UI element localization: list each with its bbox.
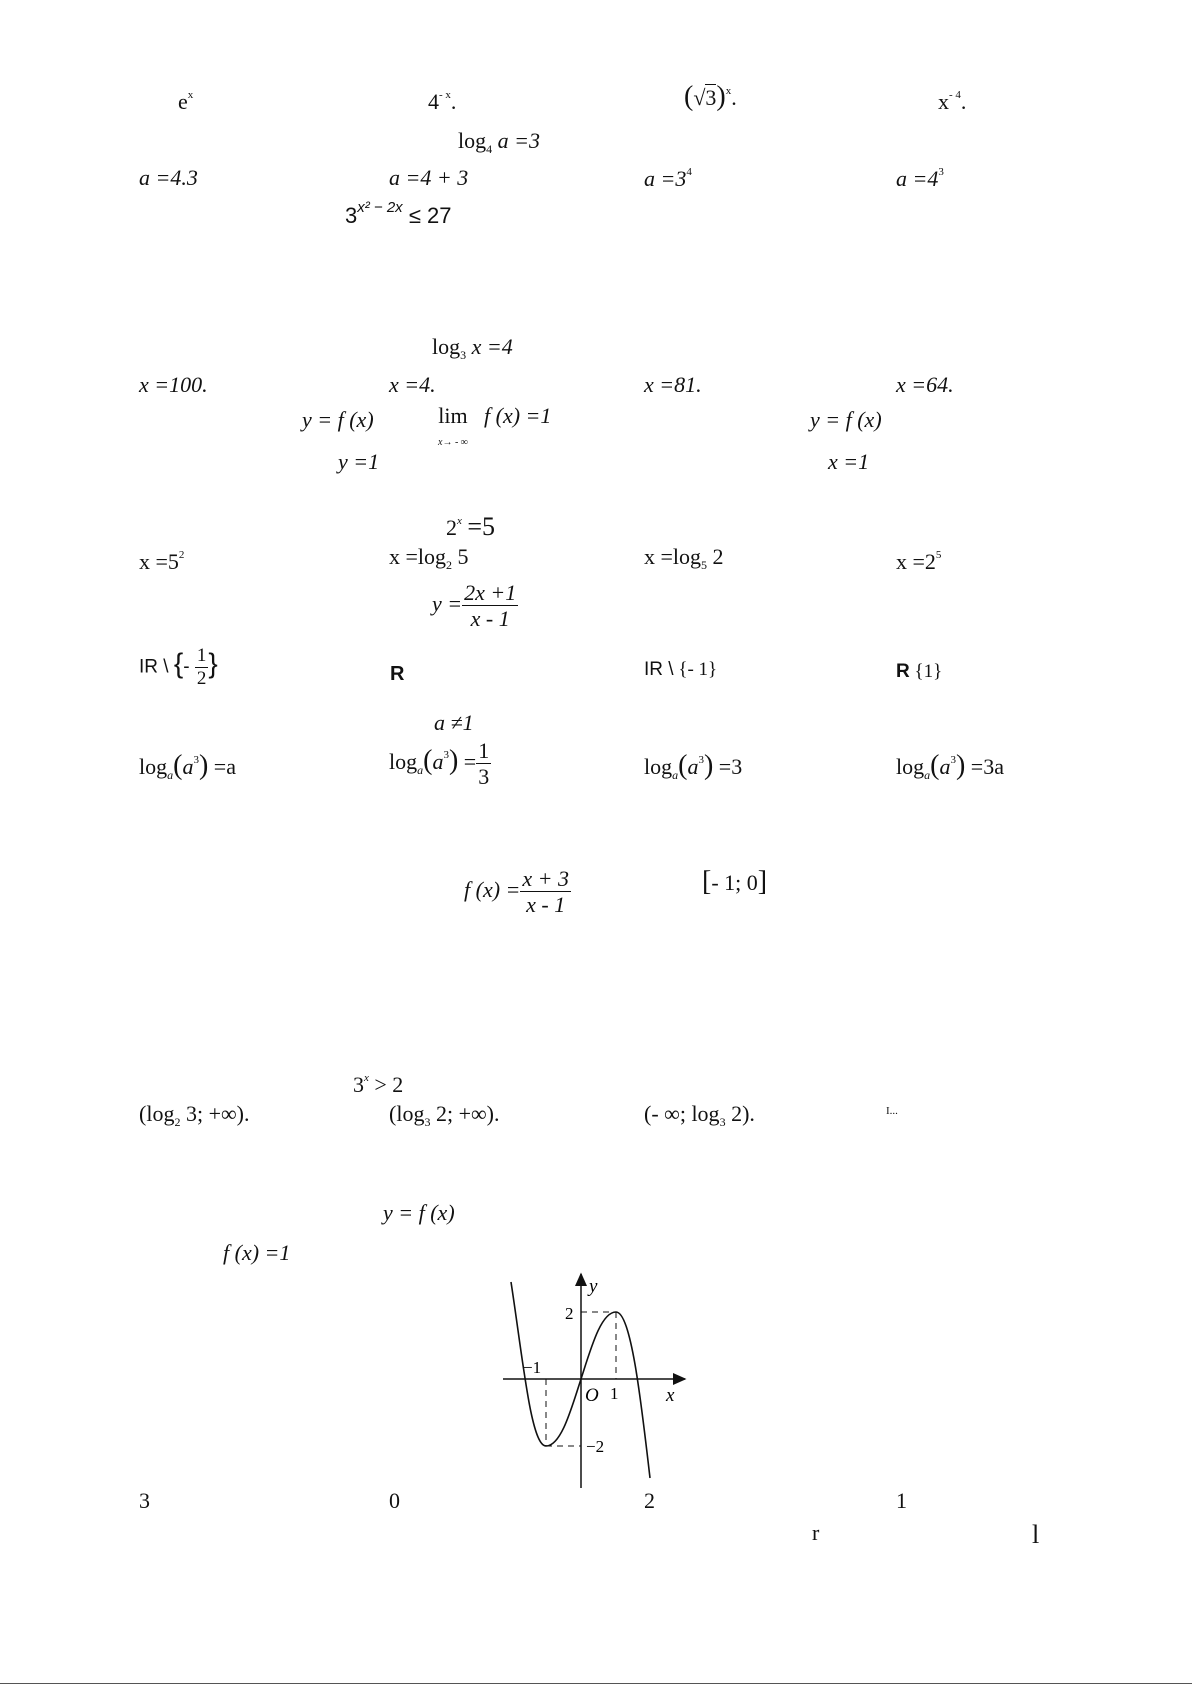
q5-function: y = f (x)	[302, 407, 374, 432]
q5-asymptote-y: y =1	[338, 449, 380, 474]
q11-option-d: 1	[896, 1488, 907, 1513]
q4-option-d: x =64.	[896, 372, 954, 397]
q9-function: f (x) = $\frac{x + 3}{x - 1}$	[464, 866, 569, 918]
q4-option-b: x =4.	[389, 372, 436, 397]
q1-option-b: $4^{- x}$.	[428, 89, 457, 114]
q1-option-a: $e^x$	[178, 89, 194, 114]
q7-function: y = $\frac{2x +1}{x - 1}$	[432, 580, 517, 632]
q11-equation: f (x) =1	[223, 1240, 291, 1265]
q4-option-a: x =100.	[139, 372, 208, 397]
q1-option-c: $(√3)^x$.	[684, 81, 737, 112]
q8-option-b: $\log_a(a^3)$ = $\frac{1}{3}$	[389, 738, 490, 790]
q4-option-c: x =81.	[644, 372, 702, 397]
q8-option-d: $\log_a(a^3) =3a$	[896, 750, 1004, 782]
tick-label-2: 2	[565, 1304, 574, 1323]
page-bottom-rule	[0, 1683, 1192, 1684]
tick-label-neg2: −2	[586, 1437, 605, 1456]
q6-stem: 2$^x$ =5	[446, 512, 496, 541]
q7-option-d: R {1}	[896, 661, 943, 682]
q10-option-b: ($\log_3$ 2; +∞).	[389, 1101, 500, 1129]
q7-option-a: IR \ {- $\frac{1}{2}$ }	[139, 645, 218, 689]
q11-option-b: 0	[389, 1488, 400, 1513]
q8-stem: a ≠1	[434, 710, 474, 735]
q6-option-b: $x =\log_2$ 5	[389, 544, 469, 572]
tick-label-neg1: −1	[523, 1358, 542, 1377]
q1-option-d: $x^{- 4}$.	[938, 89, 967, 114]
q10-option-d: I...	[886, 1105, 898, 1117]
footer-mark-r: r	[812, 1520, 820, 1545]
q5-asymptote-x: x =1	[828, 449, 870, 474]
tick-label-1: 1	[610, 1384, 619, 1403]
q5-function-2: y = f (x)	[810, 407, 882, 432]
q2-stem: $\log_4 a =3$	[458, 128, 540, 156]
origin-label: O	[585, 1385, 599, 1406]
q11-option-c: 2	[644, 1488, 655, 1513]
q2-option-d: $a =4^3$	[896, 166, 944, 191]
footer-mark-l: l	[1032, 1520, 1040, 1549]
q6-option-d: $x =2^5$	[896, 549, 942, 574]
q10-stem: 3$^x$ > 2	[353, 1072, 404, 1097]
x-axis-label: x	[666, 1385, 675, 1406]
q10-option-c: (- ∞; $\log_3 2$).	[644, 1101, 755, 1129]
q7-option-c: IR \ {- 1}	[644, 659, 718, 680]
q5-limit: lim x→ - ∞	[438, 403, 468, 448]
y-axis-label: y	[589, 1276, 598, 1297]
q8-option-a: $\log_a(a^3) =a$	[139, 750, 236, 782]
q3-inequality: $3^{x^2 - 2x} \le 27$	[345, 199, 452, 228]
q7-option-b: R	[390, 663, 405, 685]
q5-limit-value: f (x) =1	[484, 403, 552, 428]
q11-option-a: 3	[139, 1488, 150, 1513]
q11-function: y = f (x)	[383, 1200, 455, 1225]
q10-option-a: ($\log_2$ 3; +∞).	[139, 1101, 250, 1129]
q2-option-a: a =4.3	[139, 165, 198, 190]
q2-option-c: $a =3^4$	[644, 166, 692, 191]
q6-option-c: $x =\log_5$ 2	[644, 544, 724, 572]
q8-option-c: $\log_a(a^3) =3$	[644, 750, 743, 782]
q2-option-b: a =4 + 3	[389, 165, 469, 190]
q6-option-a: $x =5^2$	[139, 549, 185, 574]
q9-interval: [- 1; 0]	[702, 866, 768, 897]
q11-graph	[495, 1270, 695, 1490]
q4-stem: $\log_3 x =4$	[432, 334, 513, 362]
